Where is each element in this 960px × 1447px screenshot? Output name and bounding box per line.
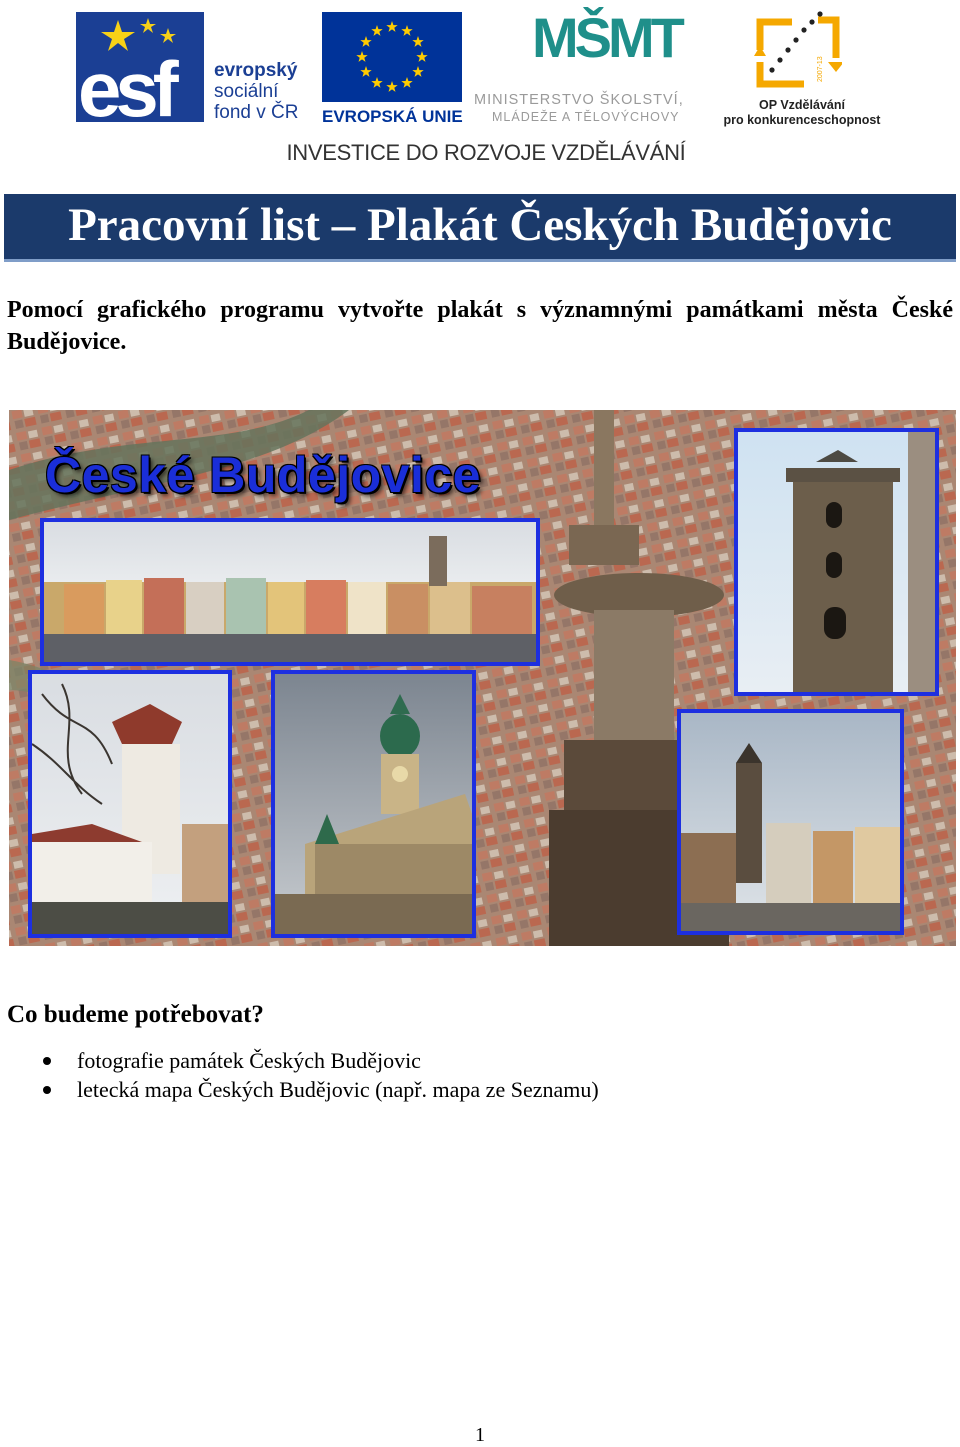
needs-heading: Co budeme potřebovat?	[7, 1001, 264, 1028]
esf-logo-mark	[76, 12, 204, 133]
intro-paragraph: Pomocí grafického programu vytvořte plakát s významnými památkami města České Budějovice.	[7, 297, 953, 355]
msmt-line1: MINISTERSTVO ŠKOLSTVÍ,	[474, 92, 684, 108]
bullet-icon	[43, 1086, 51, 1094]
esf-logo	[76, 12, 316, 133]
photo-town-hall	[271, 670, 476, 938]
poster-image	[9, 410, 956, 946]
title-bar	[4, 194, 956, 262]
photo-rabenstejn-tower	[28, 670, 232, 938]
esf-text	[214, 60, 298, 123]
bullet-icon	[43, 1057, 51, 1065]
esf-line1: evropský	[214, 60, 298, 81]
eu-star	[371, 77, 382, 88]
eu-star	[356, 51, 367, 62]
eu-logo	[322, 12, 464, 127]
page-number: 1	[475, 1424, 485, 1446]
op-line1: OP Vzdělávání	[759, 98, 845, 112]
eu-stars-icon	[322, 12, 462, 102]
logo-strip	[0, 0, 960, 185]
msmt-logo	[474, 6, 714, 128]
esf-letters: esf	[78, 45, 173, 133]
op-logo	[722, 10, 882, 128]
needs-list	[0, 1046, 599, 1104]
page-title: Pracovní list – Plakát Českých Budějovic	[68, 199, 892, 251]
investice-tagline: INVESTICE DO ROZVOJE VZDĚLÁVÁNÍ	[286, 140, 686, 165]
eu-star	[371, 25, 382, 36]
msmt-mark: MŠMT	[532, 6, 681, 69]
eu-label: EVROPSKÁ UNIE	[322, 107, 463, 126]
msmt-line2: MLÁDEŽE A TĚLOVÝCHOVY	[492, 110, 680, 124]
eu-star	[386, 21, 397, 32]
eu-star	[401, 25, 412, 36]
poster-title: České Budějovice	[45, 447, 481, 503]
list-item	[0, 1075, 599, 1104]
esf-line3: fond v ČR	[214, 102, 299, 123]
eu-flag	[322, 12, 462, 102]
esf-line2: sociální	[214, 81, 279, 102]
list-item-text: letecká mapa Českých Budějovic (např. mapa ze Seznamu)	[77, 1077, 599, 1102]
op-line2: pro konkurenceschopnost	[723, 113, 881, 127]
eu-star	[360, 36, 371, 47]
list-item	[0, 1046, 599, 1075]
list-item-text: fotografie památek Českých Budějovic	[77, 1048, 421, 1073]
eu-star	[416, 51, 427, 62]
eu-star	[412, 66, 423, 77]
svg-text:2007-13: 2007-13	[817, 56, 824, 82]
photo-square-panorama	[40, 518, 540, 666]
eu-star	[401, 77, 412, 88]
photo-square-black-tower	[677, 709, 904, 935]
eu-star	[412, 36, 423, 47]
photo-black-tower	[734, 428, 939, 696]
eu-star	[386, 81, 397, 92]
eu-star	[360, 66, 371, 77]
op-symbol-icon	[752, 10, 842, 92]
